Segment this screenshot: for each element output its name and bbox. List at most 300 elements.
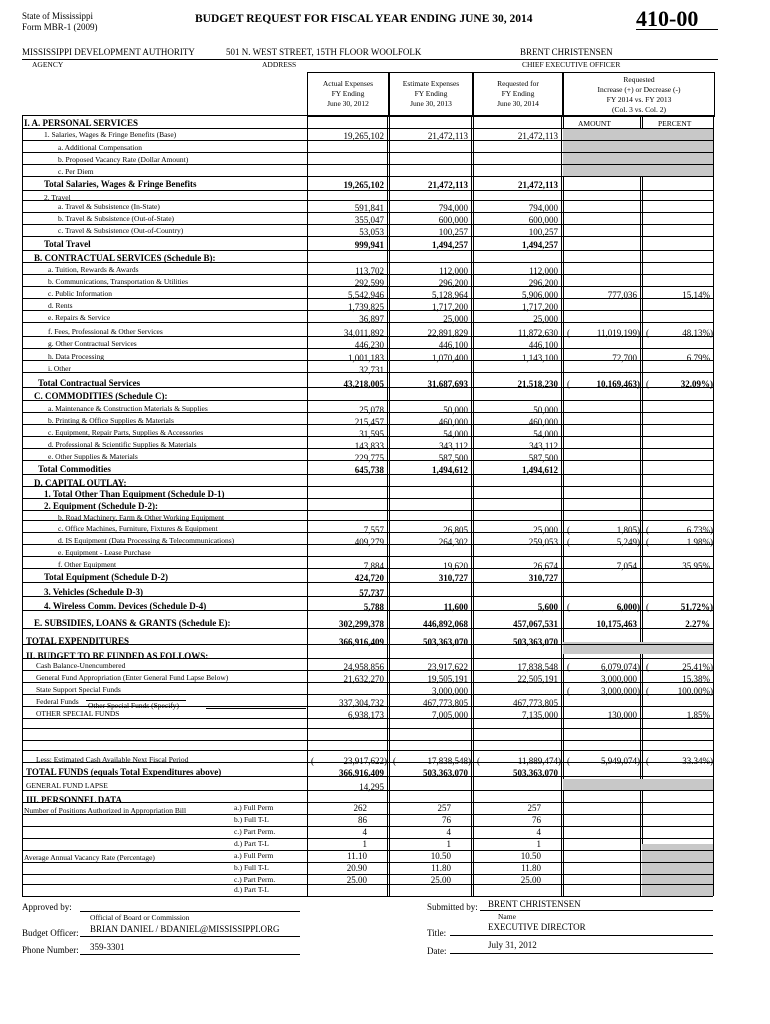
row-label: B. CONTRACTUAL SERVICES (Schedule B):	[34, 253, 216, 263]
row-value-text: 10,175,463	[596, 619, 637, 629]
row-label: d. Professional & Scientific Supplies & Materials	[48, 440, 197, 449]
row-value	[355, 240, 384, 250]
row-value	[439, 215, 468, 225]
row-label: OTHER SPECIAL FUNDS	[36, 709, 120, 718]
row-value-text: 25,078	[359, 405, 384, 415]
row-value	[439, 573, 468, 583]
row-value	[601, 674, 637, 684]
row-value	[443, 525, 468, 535]
personnel-value: 262	[353, 803, 367, 813]
personnel-value: 4	[446, 827, 451, 837]
row-value	[439, 417, 468, 427]
row-value	[432, 465, 468, 475]
paren-open: (	[567, 686, 570, 696]
personnel-value: 257	[527, 803, 541, 813]
row-label: c. Office Machines, Furniture, Fixtures & Equipment	[58, 524, 218, 533]
row-value	[348, 710, 384, 720]
row-value: 6,000)	[616, 602, 640, 612]
row-value	[344, 180, 385, 190]
paren-open: (	[646, 328, 649, 338]
row-value	[439, 441, 468, 451]
grid-vline	[471, 115, 472, 896]
row-value	[355, 465, 384, 475]
row-value-text: 22,505,191	[517, 674, 558, 684]
address-caption: ADDRESS	[262, 60, 297, 69]
personnel-sublabel: a.) Full Perm	[234, 851, 274, 860]
row-value	[443, 314, 468, 324]
row-value: 23,917,622)	[343, 756, 387, 766]
row-value	[533, 429, 558, 439]
row-label: f. Other Equipment	[58, 560, 117, 569]
personnel-value: 11.10	[347, 851, 367, 861]
row-value-text: 296,200	[438, 278, 468, 288]
row-value	[355, 215, 384, 225]
row-value: 25.41%)	[682, 662, 713, 672]
grid-vline-left	[22, 115, 23, 896]
row-value	[344, 328, 384, 338]
row-value	[513, 698, 558, 708]
grid-hline	[22, 862, 713, 863]
row-value-text: 999,941	[354, 240, 384, 250]
col-actual-text: Actual Expenses FY Ending June 30, 2012	[322, 79, 374, 108]
row-value-text: 19,265,102	[343, 180, 384, 190]
personnel-value: 10.50	[520, 851, 541, 861]
row-value-text: 72,700	[612, 353, 637, 363]
row-label: b. Communications, Transportation & Utilities	[48, 277, 189, 286]
row-value	[359, 782, 384, 792]
row-value	[432, 353, 468, 363]
paren-open: (	[567, 537, 570, 547]
row-value	[428, 180, 468, 190]
row-value	[682, 561, 710, 571]
personnel-sublabel: b.) Full T-L	[234, 863, 269, 872]
row-value-text: 229,775	[354, 453, 384, 463]
row-value-text: 23,917,622	[427, 662, 468, 672]
row-value-text: 31,595	[359, 429, 384, 439]
row-value	[443, 405, 468, 415]
row-value-text: 1,143,100	[522, 353, 558, 363]
row-value	[685, 619, 710, 629]
row-value	[597, 619, 638, 629]
phone-value: 359-3301	[90, 942, 125, 952]
phone-label: Phone Number:	[22, 945, 79, 955]
row-label: c. Public Information	[48, 289, 112, 298]
personnel-sublabel: a.) Full Perm	[234, 803, 274, 812]
row-value-text: 130,000	[607, 710, 637, 720]
row-value	[529, 278, 558, 288]
paren-open: (	[567, 662, 570, 672]
personnel-value: 1	[446, 839, 451, 849]
row-value-text: 25.41%	[682, 662, 710, 672]
row-label: Cash Balance-Unencumbered	[36, 661, 126, 670]
row-value-text: 600,000	[528, 215, 558, 225]
row-value-text: 53,053	[359, 227, 384, 237]
row-value	[359, 588, 384, 598]
row-value-text: 7,054	[616, 561, 637, 571]
row-value	[359, 227, 384, 237]
row-value	[529, 340, 558, 350]
state-label: State of Mississippi Form MBR-1 (2009)	[22, 11, 98, 32]
amount-header: AMOUNT	[578, 119, 611, 128]
row-value	[687, 353, 710, 363]
submitted-by-line	[480, 910, 713, 911]
row-label: I. A. PERSONAL SERVICES	[24, 118, 138, 128]
row-label: C. COMMODITIES (Schedule C):	[34, 391, 168, 401]
paren-open: (	[646, 662, 649, 672]
row-label: TOTAL FUNDS (equals Total Expenditures above)	[26, 767, 222, 777]
title-value: EXECUTIVE DIRECTOR	[488, 922, 586, 932]
row-value	[355, 537, 384, 547]
row-value-text: 15.38%	[682, 674, 710, 684]
grid-hline	[22, 838, 713, 839]
personnel-value: 76	[442, 815, 451, 825]
grid-vline	[389, 115, 390, 896]
row-value	[423, 619, 468, 629]
row-value-text: 21,472,113	[427, 131, 468, 141]
row-value-text: 2.27%	[685, 619, 710, 629]
row-value-text: 503,363,070	[423, 768, 468, 778]
grid-hline	[22, 164, 713, 165]
row-value	[339, 637, 384, 647]
grid-vline	[307, 115, 308, 896]
row-value-text: 33.34%	[682, 756, 710, 766]
paren-open: (	[311, 756, 314, 766]
row-value-text: 1,494,257	[432, 240, 468, 250]
row-label: Total Contractual Services	[38, 378, 141, 388]
row-value-text: 24,958,856	[343, 662, 384, 672]
row-value-text: 32,731	[359, 365, 384, 375]
budget-officer-value: BRIAN DANIEL / BDANIEL@MISSISSIPPI.ORG	[90, 924, 280, 934]
paren-open: (	[646, 379, 649, 389]
row-value-text: 21,472,113	[517, 180, 558, 190]
row-value-text: 100,257	[438, 227, 468, 237]
row-label: b. Travel & Subsistence (Out-of-State)	[58, 214, 175, 223]
row-value	[533, 561, 558, 571]
approved-by-label: Approved by:	[22, 902, 72, 912]
row-value-text: 25,000	[443, 314, 468, 324]
row-label: c. Travel & Subsistence (Out-of-Country)	[58, 226, 184, 235]
row-value	[348, 302, 384, 312]
paren-open: (	[646, 756, 649, 766]
row-value	[513, 768, 558, 778]
row-value	[344, 379, 385, 389]
row-value-text: 7,135,000	[522, 710, 558, 720]
row-value-text: 460,000	[438, 417, 468, 427]
row-value	[513, 637, 558, 647]
cfo-caption: CHIEF EXECUTIVE OFFICER	[522, 60, 621, 69]
row-value-text: 794,000	[528, 203, 558, 213]
grid-hline	[22, 896, 713, 897]
row-value	[529, 537, 558, 547]
row-value-text: 34,011,892	[343, 328, 384, 338]
paren-open: (	[646, 537, 649, 547]
row-label: e. Repairs & Service	[48, 313, 111, 322]
federal-funds-line	[86, 700, 186, 701]
row-value-text: 19,620	[443, 561, 468, 571]
row-value	[355, 573, 384, 583]
grid-hline	[22, 190, 713, 191]
row-value	[428, 328, 469, 338]
row-value	[432, 302, 468, 312]
row-value-text: 777,036	[607, 290, 637, 300]
row-value-text: 5,906,000	[522, 290, 558, 300]
row-value: 10,169,463)	[596, 379, 640, 389]
row-value-text: 467,773,805	[513, 698, 558, 708]
row-value-text: 100,257	[528, 227, 558, 237]
row-value	[518, 662, 559, 672]
row-value-text: 25,000	[533, 525, 558, 535]
row-value	[533, 405, 558, 415]
personnel-value: 4	[536, 827, 541, 837]
row-value-text: 600,000	[438, 215, 468, 225]
row-value-text: 343,112	[529, 441, 558, 451]
row-label: III. PERSONNEL DATA	[26, 795, 122, 805]
grid-hline	[22, 750, 713, 751]
grid-hline	[22, 740, 713, 741]
row-value	[522, 240, 558, 250]
row-value: 1.98%)	[686, 537, 713, 547]
row-value	[359, 314, 384, 324]
row-value-text: 21,472,113	[427, 180, 468, 190]
row-label: c. Per Diem	[58, 167, 94, 176]
row-value	[423, 698, 468, 708]
row-label: E. SUBSIDIES, LOANS & GRANTS (Schedule E):	[34, 618, 231, 628]
agency-caption: AGENCY	[32, 60, 64, 69]
col-estimate-header	[389, 72, 473, 117]
row-value	[439, 340, 468, 350]
row-value-text: 11,019,199	[596, 328, 637, 338]
row-value-text: 35.95%	[682, 561, 710, 571]
row-value	[355, 453, 384, 463]
row-value: 51.72%)	[680, 602, 713, 612]
row-value	[529, 453, 558, 463]
paren-open: (	[477, 756, 480, 766]
row-value: 11,019,199)	[596, 328, 640, 338]
row-value-text: 26,805	[443, 525, 468, 535]
row-label: i. Other	[48, 364, 71, 373]
row-value-text: 19,505,191	[427, 674, 468, 684]
row-value	[355, 417, 384, 427]
row-value-text: 1,717,200	[522, 302, 558, 312]
row-value	[364, 525, 384, 535]
row-label: Federal Funds	[36, 697, 79, 706]
row-value	[522, 302, 558, 312]
personnel-value: 25.00	[346, 875, 367, 885]
grid-hline	[22, 115, 713, 116]
row-value-text: 446,100	[438, 340, 468, 350]
row-value-text: 11,872,630	[517, 328, 558, 338]
row-value	[443, 561, 468, 571]
row-label: a. Maintenance & Construction Materials & Supplies	[48, 404, 208, 413]
agency-address: 501 N. WEST STREET, 15TH FLOOR WOOLFOLK	[226, 47, 422, 57]
row-value	[533, 314, 558, 324]
personnel-value: 10.50	[430, 851, 451, 861]
row-value	[439, 203, 468, 213]
row-value	[439, 278, 468, 288]
grid-hline	[22, 850, 713, 851]
row-value-text: 1,805	[616, 525, 637, 535]
grid-hline	[22, 884, 713, 885]
personnel-sublabel: c.) Part Perm.	[234, 875, 276, 884]
personnel-sublabel: b.) Full T-L	[234, 815, 269, 824]
row-value-text: 424,720	[354, 573, 384, 583]
row-value-text: 25,000	[533, 314, 558, 324]
row-value-text: 310,727	[528, 573, 558, 583]
row-value-text: 5,249	[616, 537, 637, 547]
row-value	[428, 131, 468, 141]
grid-hline	[22, 200, 713, 201]
row-value	[529, 215, 558, 225]
row-value-text: 26,674	[533, 561, 558, 571]
row-value-text: 337,304,732	[339, 698, 384, 708]
row-value-text: 6,000	[616, 602, 637, 612]
other-funds-line	[206, 708, 306, 709]
row-value-text: 355,047	[354, 215, 384, 225]
date-label: Date:	[427, 946, 447, 956]
row-value: 5,249)	[616, 537, 640, 547]
row-value	[522, 290, 558, 300]
row-value	[529, 266, 558, 276]
row-value	[428, 662, 469, 672]
row-value-text: 264,302	[438, 537, 468, 547]
row-value-text: 587,500	[438, 453, 468, 463]
row-value	[518, 328, 558, 338]
row-value-text: 50,000	[443, 405, 468, 415]
row-label: 3. Vehicles (Schedule D-3)	[44, 587, 143, 597]
row-label: Total Commodities	[38, 464, 111, 474]
row-value	[518, 180, 558, 190]
row-value	[682, 290, 710, 300]
personnel-value: 11.80	[521, 863, 541, 873]
row-label: e. Equipment - Lease Purchase	[58, 548, 151, 557]
row-value-text: 3,000,000	[601, 686, 637, 696]
row-value	[529, 441, 558, 451]
row-value	[355, 278, 384, 288]
row-value	[355, 266, 384, 276]
row-value-text: 343,112	[439, 441, 468, 451]
row-value	[359, 405, 384, 415]
row-label: h. Data Processing	[48, 352, 105, 361]
row-value-text: 645,738	[354, 465, 384, 475]
row-value: 33.34%)	[682, 756, 713, 766]
row-value	[339, 619, 384, 629]
submitted-by-value: BRENT CHRISTENSEN	[488, 899, 581, 909]
row-value-text: 50,000	[533, 405, 558, 415]
row-value: 5,949,074)	[601, 756, 640, 766]
row-label: Total Salaries, Wages & Fringe Benefits	[44, 179, 197, 189]
row-value	[682, 674, 710, 684]
row-value	[518, 674, 559, 684]
row-value-text: 1,717,200	[432, 302, 468, 312]
col-estimate-text: Estimate Expenses FY Ending June 30, 2013	[402, 79, 460, 108]
row-value-text: 5,788	[363, 602, 384, 612]
row-value-text: 15.14%	[682, 290, 710, 300]
row-value	[344, 131, 385, 141]
row-value	[344, 662, 385, 672]
row-value-text: 54,000	[443, 429, 468, 439]
row-label: 2. Travel	[44, 193, 71, 202]
col-change-header	[563, 72, 715, 117]
row-label: Less: Estimated Cash Available Next Fiscal Period	[36, 755, 189, 764]
row-value-text: 21,472,113	[517, 131, 558, 141]
row-value	[344, 674, 385, 684]
row-label: b. Road Machinery, Farm & Other Working Equipment	[58, 513, 225, 522]
title-line	[450, 935, 713, 936]
row-value-text: 591,841	[354, 203, 384, 213]
row-label: f. Fees, Professional & Other Services	[48, 327, 163, 336]
row-value-text: 51.72%	[680, 602, 710, 612]
row-value-text: 446,892,068	[423, 619, 468, 629]
personnel-value: 76	[532, 815, 541, 825]
row-value	[432, 290, 468, 300]
approved-by-line	[80, 911, 300, 912]
row-value-text: 113,702	[355, 266, 384, 276]
row-value-text: 32.09%	[680, 379, 710, 389]
row-value	[612, 353, 637, 363]
row-value-text: 6,938,173	[348, 710, 384, 720]
row-value-text: 467,773,805	[423, 698, 468, 708]
row-value	[522, 465, 558, 475]
budget-officer-label: Budget Officer:	[22, 928, 79, 938]
row-value-text: 1,001,183	[348, 353, 384, 363]
row-value-text: 11,600	[443, 602, 468, 612]
col-change-text: Requested Increase (+) or Decrease (-) FY 2014 vs. FY 2013 (Col. 3 vs. Col. 2)	[597, 75, 681, 114]
row-value: 3,000,000)	[601, 686, 640, 696]
row-value-text: 43,218,005	[343, 379, 384, 389]
submitted-by-label: Submitted by:	[427, 902, 478, 912]
row-value-text: 7,884	[363, 561, 384, 571]
row-value-text: 503,363,070	[513, 637, 558, 647]
row-value	[529, 203, 558, 213]
row-value-text: 366,916,409	[339, 768, 384, 778]
name-caption: Name	[498, 912, 516, 921]
personnel-sublabel: c.) Part Perm.	[234, 827, 276, 836]
row-value	[359, 365, 384, 375]
row-value-text: 54,000	[533, 429, 558, 439]
grid-hline	[22, 826, 713, 827]
row-value	[423, 637, 468, 647]
personnel-sublabel: d.) Part T-L	[234, 839, 269, 848]
row-value	[513, 619, 558, 629]
row-value: 17,838,548)	[427, 756, 471, 766]
paren-open: (	[393, 756, 396, 766]
row-value: 11,889,474)	[517, 756, 561, 766]
row-label: Total Equipment (Schedule D-2)	[44, 572, 168, 582]
row-value-text: 259,053	[528, 537, 558, 547]
col-requested-header	[473, 72, 563, 117]
row-value-text: 21,518,230	[517, 379, 558, 389]
row-label: General Fund Appropriation (Enter General Fund Lapse Below)	[36, 673, 229, 682]
row-label: g. Other Contractual Services	[48, 339, 137, 348]
grid-hline	[22, 250, 713, 251]
grid-hline	[22, 176, 713, 177]
row-value-text: 457,067,531	[513, 619, 558, 629]
row-label: GENERAL FUND LAPSE	[26, 781, 108, 790]
row-value-text: 11,889,474	[517, 756, 558, 766]
row-value: 6.73%)	[686, 525, 713, 535]
paren-open: (	[567, 328, 570, 338]
paren-open: (	[646, 686, 649, 696]
paren-open: (	[567, 525, 570, 535]
row-label: 4. Wireless Comm. Devices (Schedule D-4)	[44, 601, 207, 611]
row-value	[339, 768, 384, 778]
row-value-text: 1,494,257	[522, 240, 558, 250]
row-value	[529, 417, 558, 427]
row-value	[617, 561, 637, 571]
grid-hline	[22, 128, 713, 129]
grid-vline	[561, 115, 562, 896]
percent-header: PERCENT	[658, 119, 692, 128]
